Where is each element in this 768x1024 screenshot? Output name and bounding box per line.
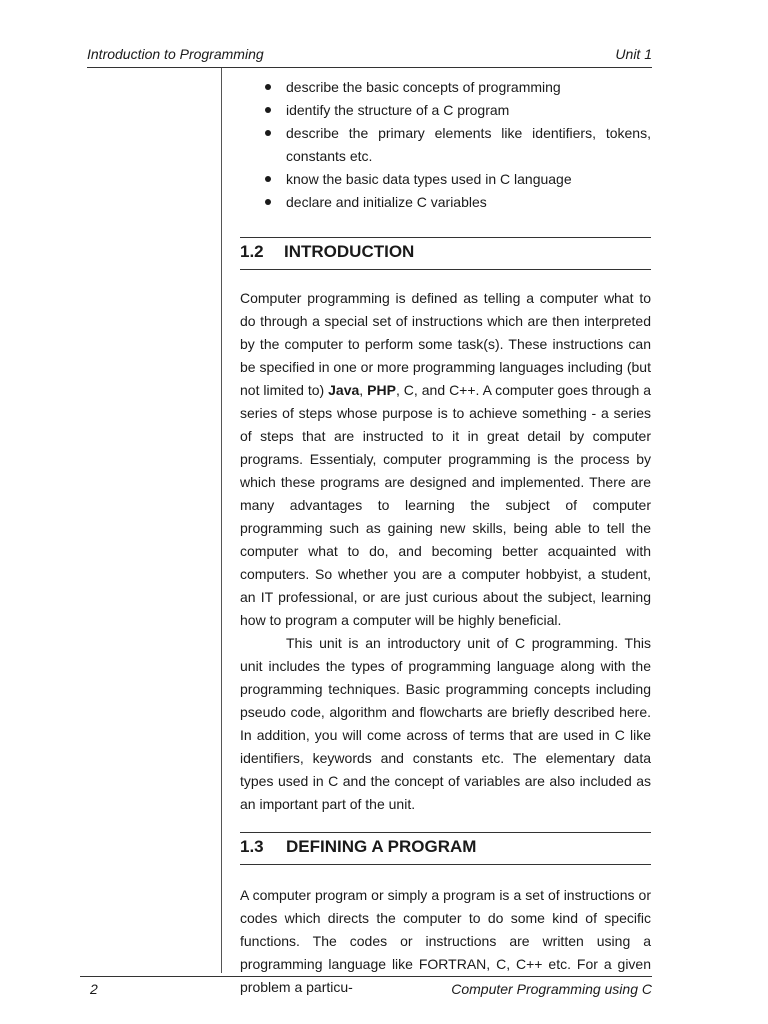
section-title: DEFINING A PROGRAM <box>286 837 477 856</box>
paragraph-text: Computer programming is defined as telling a computer what to do through a special set of instructions which are then interpreted by the computer to perform some task(s). These instructions can be specified in one or more programming languages including (but not limited to) <box>240 290 651 398</box>
bullet-icon <box>265 107 271 113</box>
list-item-text: identify the structure of a C program <box>286 102 510 118</box>
bullet-icon <box>265 176 271 182</box>
section-number: 1.2 <box>240 242 264 261</box>
objectives-list <box>240 76 651 214</box>
php-term: PHP <box>367 382 396 398</box>
defining-program-paragraph: A computer program or simply a program is a set of instructions or codes which directs the computer to do some kind of specific functions. The codes or instructions are written using a programming language like FORTRAN, C, C++ etc. For a given problem a particu- <box>240 887 651 995</box>
list-item-text: declare and initialize C variables <box>286 194 487 210</box>
section-heading-defining-a-program <box>240 832 651 865</box>
paragraph-text: , C, and C++. A computer goes through a series of steps whose purpose is to achieve something - a series of steps that are instructed to it in great detail by computer programs. Essentialy, computer programming is the process by which these programs are designed and implemented. There are many advantages to learning the subject of computer programming such as gaining new skills, being able to tell the computer what to do, and becoming better acquainted with computers. So whether you are a computer hobbyist, a student, an IT professional, or are just curious about the subject, learning how to program a computer will be highly beneficial. <box>240 382 652 628</box>
section-title: INTRODUCTION <box>284 242 415 261</box>
header-unit: Unit 1 <box>615 46 652 62</box>
list-item <box>240 168 651 191</box>
header-book-title: Introduction to Programming <box>87 46 264 62</box>
main-content <box>240 76 651 999</box>
list-item <box>240 122 651 168</box>
list-item <box>240 191 651 214</box>
page-number: 2 <box>90 981 98 997</box>
list-item-text: describe the basic concepts of programming <box>286 79 561 95</box>
introduction-paragraph-1 <box>240 287 651 632</box>
section-number: 1.3 <box>240 837 264 856</box>
list-item <box>240 76 651 99</box>
page-footer <box>80 976 652 997</box>
bullet-icon <box>265 130 271 136</box>
list-item-text: know the basic data types used in C language <box>286 171 572 187</box>
margin-rule <box>221 68 222 973</box>
paragraph-text: , <box>359 382 368 398</box>
java-term: Java <box>328 382 360 398</box>
bullet-icon <box>265 84 271 90</box>
section-heading-introduction <box>240 237 651 270</box>
bullet-icon <box>265 199 271 205</box>
list-item-text: describe the primary elements like identifiers, tokens, constants etc. <box>286 125 651 164</box>
page-header <box>87 46 652 74</box>
footer-rule <box>80 976 652 977</box>
header-rule <box>87 67 652 68</box>
introduction-paragraph-2: This unit is an introductory unit of C programming. This unit includes the types of programming language along with the programming techniques. Basic programming concepts including pseudo code, algorithm and flowcharts are briefly described here. In addition, you will come across of terms that are used in C like identifiers, keywords and constants etc. The elementary data types used in C and the concept of variables are also included as an important part of the unit. <box>240 635 651 812</box>
list-item <box>240 99 651 122</box>
footer-book-title: Computer Programming using C <box>451 981 652 997</box>
